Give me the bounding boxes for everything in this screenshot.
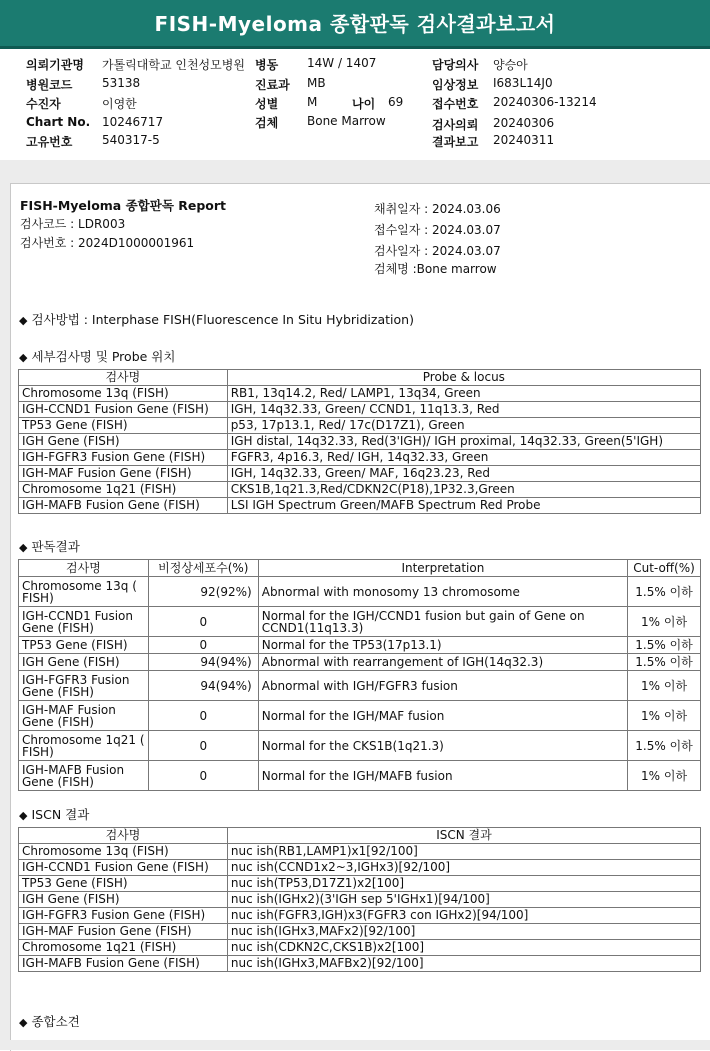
test-name-cell: IGH-FGFR3 Fusion Gene (FISH) xyxy=(19,671,149,701)
iscn-section-heading xyxy=(19,805,89,823)
probe-locus-cell: IGH, 14q32.33, Green/ CCND1, 11q13.3, Red xyxy=(227,402,700,418)
result-header-interpretation: Interpretation xyxy=(258,560,627,577)
iscn-result-cell: nuc ish(RB1,LAMP1)x1[92/100] xyxy=(227,844,700,860)
abnormal-count-cell: 0 xyxy=(148,701,258,731)
chart-value: 10246717 xyxy=(102,115,164,129)
result-section-text: 판독결과 xyxy=(31,539,80,554)
cutoff-cell: 1.5% 이하 xyxy=(628,654,701,671)
test-name-cell: Chromosome 13q ( FISH) xyxy=(19,577,149,607)
iscn-result-cell: nuc ish(IGHx3,MAFx2)[92/100] xyxy=(227,924,700,940)
table-row xyxy=(19,731,701,761)
iscn-result-cell: nuc ish(IGHx3,MAFBx2)[92/100] xyxy=(227,956,700,972)
probe-locus-cell: IGH distal, 14q32.33, Red(3'IGH)/ IGH proximal, 14q32.33, Green(5'IGH) xyxy=(227,434,700,450)
test-name-cell: IGH Gene (FISH) xyxy=(19,434,228,450)
table-row xyxy=(19,402,701,418)
dept-label: 진료과 xyxy=(255,78,290,92)
cutoff-cell: 1% 이하 xyxy=(628,607,701,637)
test-date: 검사일자 : 2024.03.07 xyxy=(374,244,501,258)
probe-locus-cell: RB1, 13q14.2, Red/ LAMP1, 13q34, Green xyxy=(227,386,700,402)
unique-label: 고유번호 xyxy=(26,135,73,149)
doc-title: FISH-Myeloma 종합판독 Report xyxy=(20,198,227,213)
table-row xyxy=(19,956,701,972)
probe-locus-cell: IGH, 14q32.33, Green/ MAF, 16q23.23, Red xyxy=(227,466,700,482)
table-row xyxy=(19,860,701,876)
report-date-value: 20240311 xyxy=(493,133,555,147)
table-row xyxy=(19,482,701,498)
result-table xyxy=(18,559,701,791)
table-row xyxy=(19,434,701,450)
cutoff-cell: 1% 이하 xyxy=(628,701,701,731)
result-section-heading xyxy=(19,537,80,555)
probe-locus-cell: CKS1B,1q21.3,Red/CDKN2C(P18),1P32.3,Green xyxy=(227,482,700,498)
abnormal-count-cell: 0 xyxy=(148,637,258,654)
table-row xyxy=(19,654,701,671)
table-row xyxy=(19,924,701,940)
iscn-result-cell: nuc ish(CCND1x2~3,IGHx3)[92/100] xyxy=(227,860,700,876)
institution-value: 가톨릭대학교 인천성모병원 xyxy=(102,58,245,72)
table-row xyxy=(19,940,701,956)
patient-value: 이영한 xyxy=(102,97,137,111)
abnormal-count-cell: 0 xyxy=(148,761,258,791)
test-name-cell: TP53 Gene (FISH) xyxy=(19,637,149,654)
abnormal-count-cell: 0 xyxy=(148,607,258,637)
table-row xyxy=(19,876,701,892)
test-name-cell: Chromosome 1q21 (FISH) xyxy=(19,482,228,498)
abnormal-count-cell: 94(94%) xyxy=(148,654,258,671)
hospital-code-value: 53138 xyxy=(102,76,141,90)
method-section xyxy=(19,310,414,328)
age-label: 나이 xyxy=(352,97,376,111)
collect-date: 채취일자 : 2024.03.06 xyxy=(374,202,501,216)
result-header-name: 검사명 xyxy=(19,560,149,577)
iscn-section-text: ISCN 결과 xyxy=(31,807,90,822)
test-name-cell: IGH-FGFR3 Fusion Gene (FISH) xyxy=(19,450,228,466)
probe-section-heading xyxy=(19,347,175,365)
cutoff-cell: 1.5% 이하 xyxy=(628,637,701,654)
result-header-cutoff: Cut-off(%) xyxy=(628,560,701,577)
clinical-label: 임상정보 xyxy=(432,78,479,92)
test-name-cell: IGH Gene (FISH) xyxy=(19,892,228,908)
test-name-cell: IGH-MAF Fusion Gene (FISH) xyxy=(19,701,149,731)
diamond-bullet-icon: ◆ xyxy=(19,1016,28,1029)
cutoff-cell: 1.5% 이하 xyxy=(628,731,701,761)
specimen-name: 검체명 :Bone marrow xyxy=(374,262,497,276)
interpretation-cell: Normal for the IGH/MAFB fusion xyxy=(258,761,627,791)
chart-label: Chart No. xyxy=(26,115,91,129)
iscn-header-name: 검사명 xyxy=(19,828,228,844)
cutoff-cell: 1.5% 이하 xyxy=(628,577,701,607)
test-code: 검사코드 : LDR003 xyxy=(20,217,126,231)
diamond-bullet-icon: ◆ xyxy=(19,541,28,554)
diamond-bullet-icon: ◆ xyxy=(19,314,28,327)
test-name-cell: IGH Gene (FISH) xyxy=(19,654,149,671)
hospital-code-label: 병원코드 xyxy=(26,78,73,92)
abnormal-count-cell: 94(94%) xyxy=(148,671,258,701)
page-bottom xyxy=(0,1040,710,1050)
receive-date: 접수일자 : 2024.03.07 xyxy=(374,223,501,237)
iscn-result-cell: nuc ish(TP53,D17Z1)x2[100] xyxy=(227,876,700,892)
interpretation-cell: Normal for the IGH/MAF fusion xyxy=(258,701,627,731)
summary-section-heading xyxy=(19,1012,80,1030)
abnormal-count-cell: 0 xyxy=(148,731,258,761)
test-name-cell: Chromosome 13q (FISH) xyxy=(19,844,228,860)
report-document xyxy=(10,183,710,1051)
table-row xyxy=(19,671,701,701)
sex-value: M xyxy=(307,95,318,109)
iscn-header-result: ISCN 결과 xyxy=(227,828,700,844)
interpretation-cell: Abnormal with IGH/FGFR3 fusion xyxy=(258,671,627,701)
iscn-table xyxy=(18,827,701,972)
cutoff-cell: 1% 이하 xyxy=(628,671,701,701)
diamond-bullet-icon: ◆ xyxy=(19,351,28,364)
title-bar xyxy=(0,0,710,49)
test-name-cell: IGH-CCND1 Fusion Gene (FISH) xyxy=(19,860,228,876)
patient-label: 수진자 xyxy=(26,97,61,111)
result-header-count: 비정상세포수(%) xyxy=(148,560,258,577)
interpretation-cell: Normal for the CKS1B(1q21.3) xyxy=(258,731,627,761)
receipt-label: 접수번호 xyxy=(432,97,479,111)
sex-label: 성별 xyxy=(255,97,279,111)
probe-table xyxy=(18,369,701,514)
table-row xyxy=(19,637,701,654)
test-name-cell: Chromosome 1q21 ( FISH) xyxy=(19,731,149,761)
table-row xyxy=(19,761,701,791)
specimen-label: 검체 xyxy=(255,116,279,130)
table-row xyxy=(19,498,701,514)
ward-label: 병동 xyxy=(255,58,279,72)
table-row xyxy=(19,701,701,731)
test-name-cell: IGH-MAFB Fusion Gene (FISH) xyxy=(19,498,228,514)
iscn-result-cell: nuc ish(FGFR3,IGH)x3(FGFR3 con IGHx2)[94/100] xyxy=(227,908,700,924)
report-title: FISH-Myeloma 종합판독 검사결과보고서 xyxy=(154,12,556,36)
test-name-cell: IGH-MAFB Fusion Gene (FISH) xyxy=(19,956,228,972)
probe-section-text: 세부검사명 및 Probe 위치 xyxy=(31,349,176,364)
table-row xyxy=(19,418,701,434)
cutoff-cell: 1% 이하 xyxy=(628,761,701,791)
test-name-cell: TP53 Gene (FISH) xyxy=(19,876,228,892)
test-name-cell: Chromosome 13q (FISH) xyxy=(19,386,228,402)
request-value: 20240306 xyxy=(493,116,555,130)
ward-value: 14W / 1407 xyxy=(307,56,377,70)
table-row xyxy=(19,607,701,637)
table-row xyxy=(19,908,701,924)
table-row xyxy=(19,450,701,466)
table-row xyxy=(19,466,701,482)
test-name-cell: IGH-MAF Fusion Gene (FISH) xyxy=(19,924,228,940)
test-name-cell: IGH-MAFB Fusion Gene (FISH) xyxy=(19,761,149,791)
abnormal-count-cell: 92(92%) xyxy=(148,577,258,607)
probe-header-name: 검사명 xyxy=(19,370,228,386)
interpretation-cell: Abnormal with rearrangement of IGH(14q32.3) xyxy=(258,654,627,671)
table-row xyxy=(19,577,701,607)
iscn-result-cell: nuc ish(CDKN2C,CKS1B)x2[100] xyxy=(227,940,700,956)
test-name-cell: Chromosome 1q21 (FISH) xyxy=(19,940,228,956)
report-date-label: 결과보고 xyxy=(432,135,479,149)
interpretation-cell: Normal for the IGH/CCND1 fusion but gain of Gene on CCND1(11q13.3) xyxy=(258,607,627,637)
interpretation-cell: Normal for the TP53(17p13.1) xyxy=(258,637,627,654)
probe-locus-cell: p53, 17p13.1, Red/ 17c(D17Z1), Green xyxy=(227,418,700,434)
request-label: 검사의뢰 xyxy=(432,118,479,132)
interpretation-cell: Abnormal with monosomy 13 chromosome xyxy=(258,577,627,607)
table-row xyxy=(19,386,701,402)
iscn-result-cell: nuc ish(IGHx2)(3'IGH sep 5'IGHx1)[94/100] xyxy=(227,892,700,908)
table-row xyxy=(19,844,701,860)
unique-value: 540317-5 xyxy=(102,133,160,147)
doctor-label: 담당의사 xyxy=(432,58,479,72)
clinical-value: I683L14J0 xyxy=(493,76,553,90)
probe-locus-cell: LSI IGH Spectrum Green/MAFB Spectrum Red Probe xyxy=(227,498,700,514)
doctor-value: 양승아 xyxy=(493,58,528,72)
test-name-cell: TP53 Gene (FISH) xyxy=(19,418,228,434)
institution-label: 의뢰기관명 xyxy=(26,58,84,72)
specimen-value: Bone Marrow xyxy=(307,114,386,128)
test-name-cell: IGH-CCND1 Fusion Gene (FISH) xyxy=(19,402,228,418)
test-name-cell: IGH-CCND1 Fusion Gene (FISH) xyxy=(19,607,149,637)
age-value: 69 xyxy=(388,95,404,109)
summary-section-text: 종합소견 xyxy=(31,1014,80,1029)
probe-header-locus: Probe & locus xyxy=(227,370,700,386)
probe-locus-cell: FGFR3, 4p16.3, Red/ IGH, 14q32.33, Green xyxy=(227,450,700,466)
table-row xyxy=(19,892,701,908)
dept-value: MB xyxy=(307,76,326,90)
receipt-value: 20240306-13214 xyxy=(493,95,597,109)
test-number: 검사번호 : 2024D1000001961 xyxy=(20,236,195,250)
test-name-cell: IGH-FGFR3 Fusion Gene (FISH) xyxy=(19,908,228,924)
test-name-cell: IGH-MAF Fusion Gene (FISH) xyxy=(19,466,228,482)
diamond-bullet-icon: ◆ xyxy=(19,809,28,822)
method-text: 검사방법 : Interphase FISH(Fluorescence In Situ Hybridization) xyxy=(31,312,414,327)
